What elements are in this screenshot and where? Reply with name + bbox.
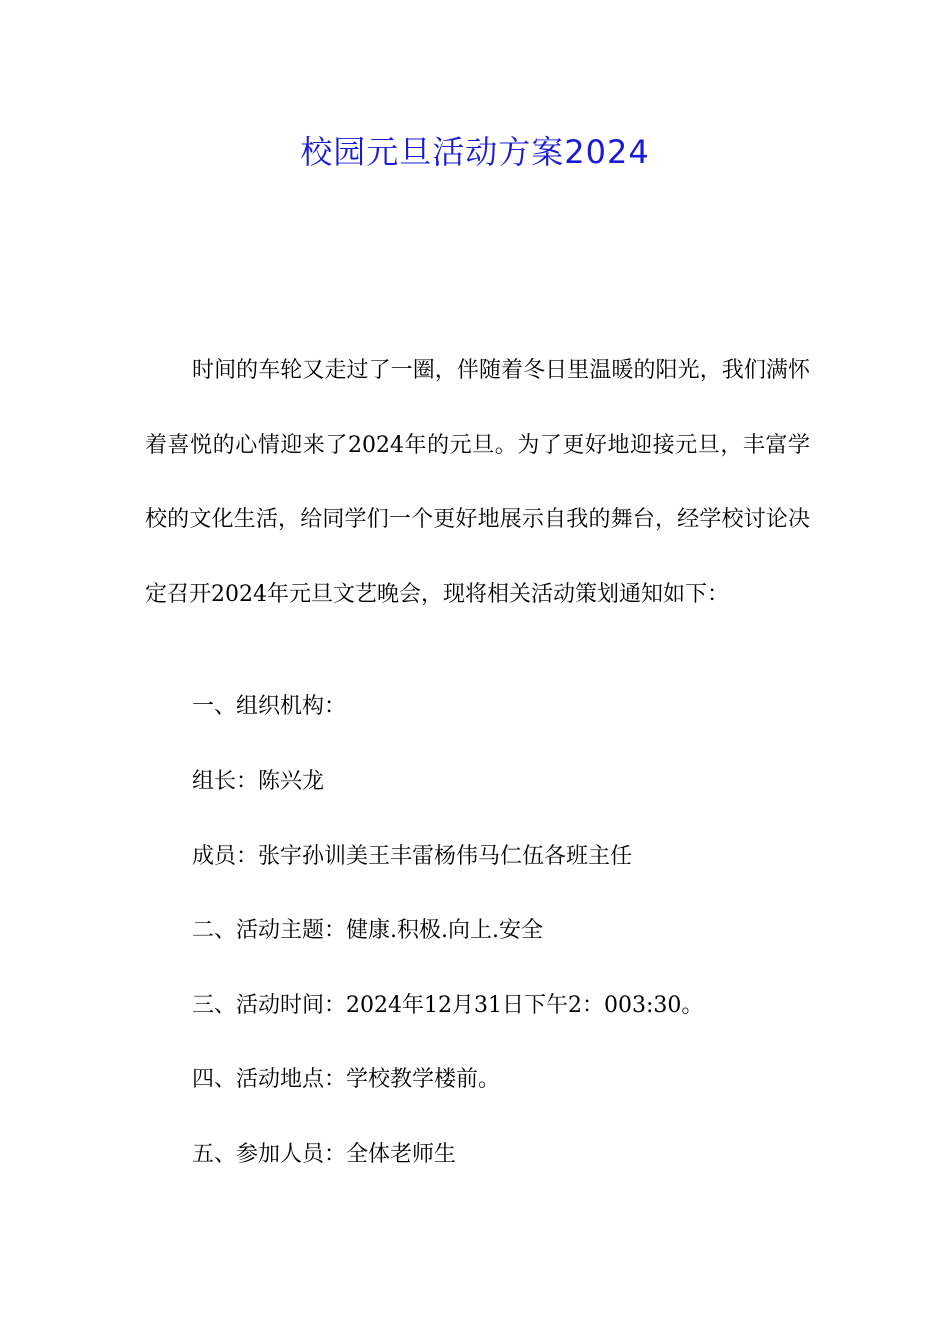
section-heading-organization: 一、组织机构： — [192, 694, 347, 719]
leader-line: 组长：陈兴龙 — [192, 769, 325, 794]
participants-line: 五、参加人员：全体老师生 — [192, 1142, 457, 1167]
members-line: 成员：张宇孙训美王丰雷杨伟马仁伍各班主任 — [192, 844, 633, 869]
time-line: 三、活动时间：2024年12月31日下午2：003:30。 — [192, 993, 704, 1018]
location-line: 四、活动地点：学校教学楼前。 — [192, 1067, 501, 1092]
intro-paragraph: 时间的车轮又走过了一圈，伴随着冬日里温暖的阳光，我们满怀着喜悦的心情迎来了2024年的元旦。为了更好地迎接元旦，丰富学校的文化生活，给同学们一个更好地展示自我的舞台，经学校讨论决定召开2024年元旦文艺晚会，现将相关活动策划通知如下： — [145, 358, 810, 607]
page-title: 校园元旦活动方案2024 — [300, 133, 650, 171]
theme-line: 二、活动主题：健康.积极.向上.安全 — [192, 918, 543, 943]
